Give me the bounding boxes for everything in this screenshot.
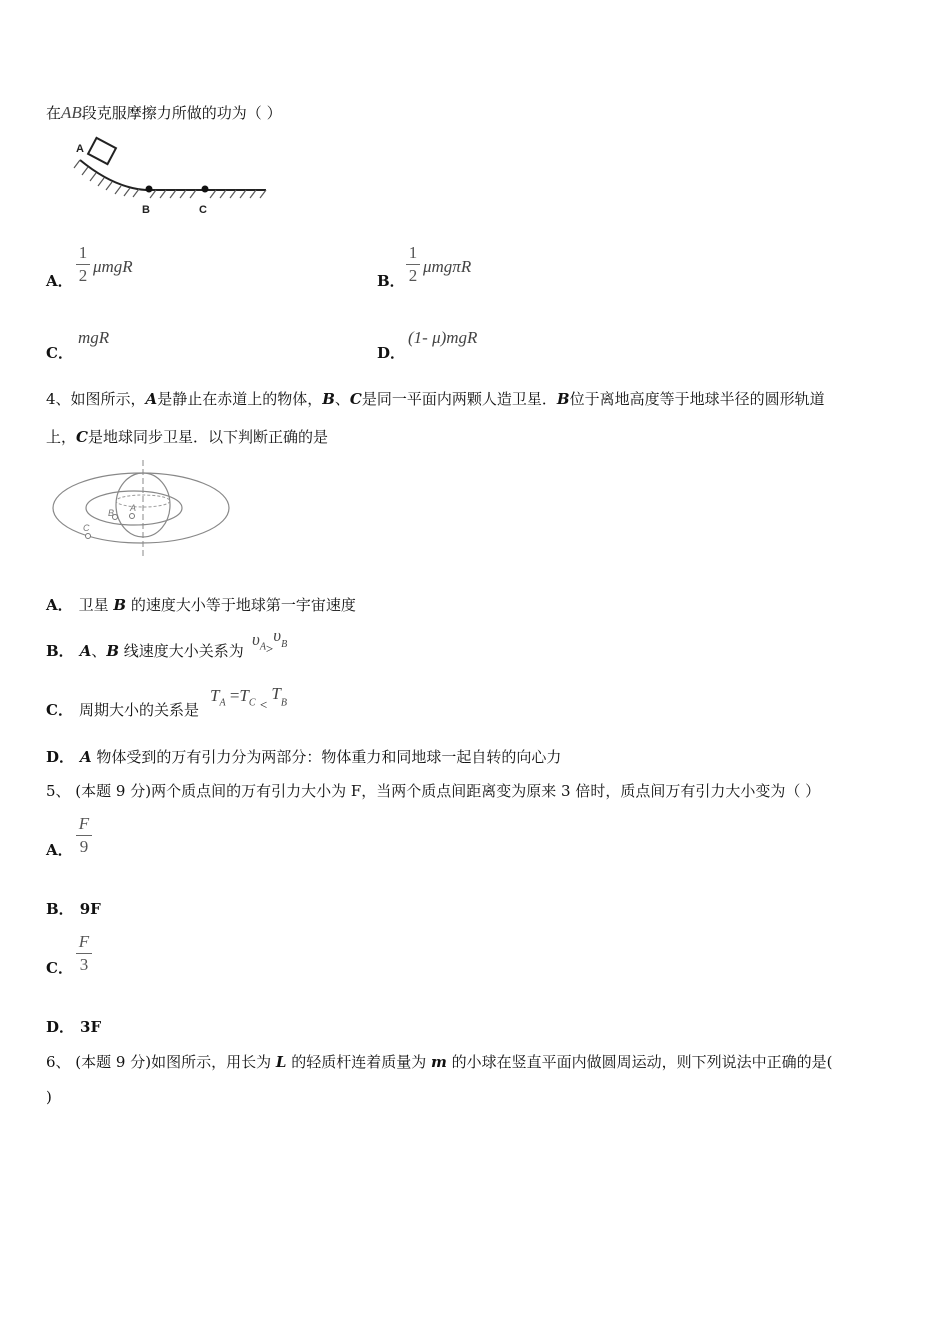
q5-option-b: B． 9F	[46, 900, 101, 918]
q5-option-c-fraction: F 3	[76, 932, 92, 975]
block	[88, 138, 116, 164]
q4-option-d: D． A 物体受到的万有引力分为两部分：物体重力和同地球一起自转的向心力	[46, 748, 562, 766]
q3-option-b-fraction: 1 2	[406, 243, 420, 286]
label-a: A	[130, 503, 137, 513]
object-a-dot	[130, 514, 135, 519]
q4-option-b-expr: $\upsilon_{A>}\upsilon_B$	[252, 626, 288, 656]
q3-option-b-expr: μmgπR	[423, 257, 472, 276]
point-c-dot	[202, 186, 209, 193]
q6-stem-line1: 6、 (本题 9 分)如图所示，用长为 L 的轻质杆连着质量为 m 的小球在竖直平面内做圆周运动，则下列说法中正确的是(	[46, 1053, 833, 1071]
q3-option-b-label: B．	[377, 272, 405, 290]
q3-option-a-label: A．	[46, 272, 73, 290]
q3-option-c-label: C．	[46, 344, 73, 362]
point-b-dot	[146, 186, 153, 193]
q4-stem-line1: 4、如图所示，A是静止在赤道上的物体，B、C是同一平面内两颗人造卫星．B位于离地高度等于地球半径的圆形轨道	[46, 390, 825, 408]
label-b: B	[108, 508, 115, 518]
q5-option-d: D． 3F	[46, 1018, 102, 1036]
orbit-c	[53, 473, 229, 543]
q4-option-c: C． 周期大小的关系是	[46, 701, 199, 719]
q4-option-c-expr: $T_A =T_C$ $_<$ $T_B$	[210, 684, 287, 712]
q5-option-a-fraction: F 9	[76, 814, 92, 857]
q3-option-d-expr: (1- μ)mgR	[408, 328, 478, 347]
orbit-figure	[46, 458, 236, 558]
q6-stem-line2: )	[46, 1088, 52, 1106]
q5-option-a-label: A．	[46, 841, 73, 859]
q3-option-c-expr: mgR	[78, 328, 110, 347]
q3-stem-ab: AB	[61, 103, 82, 122]
q4-option-a: A． 卫星 B 的速度大小等于地球第一宇宙速度	[46, 596, 356, 614]
q3-stem: 在AB段克服摩擦力所做的功为（ ）	[46, 103, 282, 122]
label-b: B	[142, 204, 150, 216]
label-a: A	[76, 143, 84, 155]
satellite-c-dot	[86, 534, 91, 539]
q4-option-b: B． A、B 线速度大小关系为	[46, 642, 244, 660]
label-c: C	[83, 523, 90, 533]
q3-option-a-expr: μmgR	[93, 257, 133, 276]
q3-option-a-fraction: 1 2	[76, 243, 90, 286]
q3-option-d-label: D．	[377, 344, 406, 362]
label-c: C	[199, 204, 207, 216]
q5-stem: 5、 (本题 9 分)两个质点间的万有引力大小为 F，当两个质点间距离变为原来 3 倍时，质点间万有引力大小变为（ ）	[46, 782, 821, 800]
q4-stem-line2: 上，C是地球同步卫星．以下判断正确的是	[46, 428, 328, 446]
q5-option-c-label: C．	[46, 959, 73, 977]
incline-figure	[44, 136, 294, 221]
